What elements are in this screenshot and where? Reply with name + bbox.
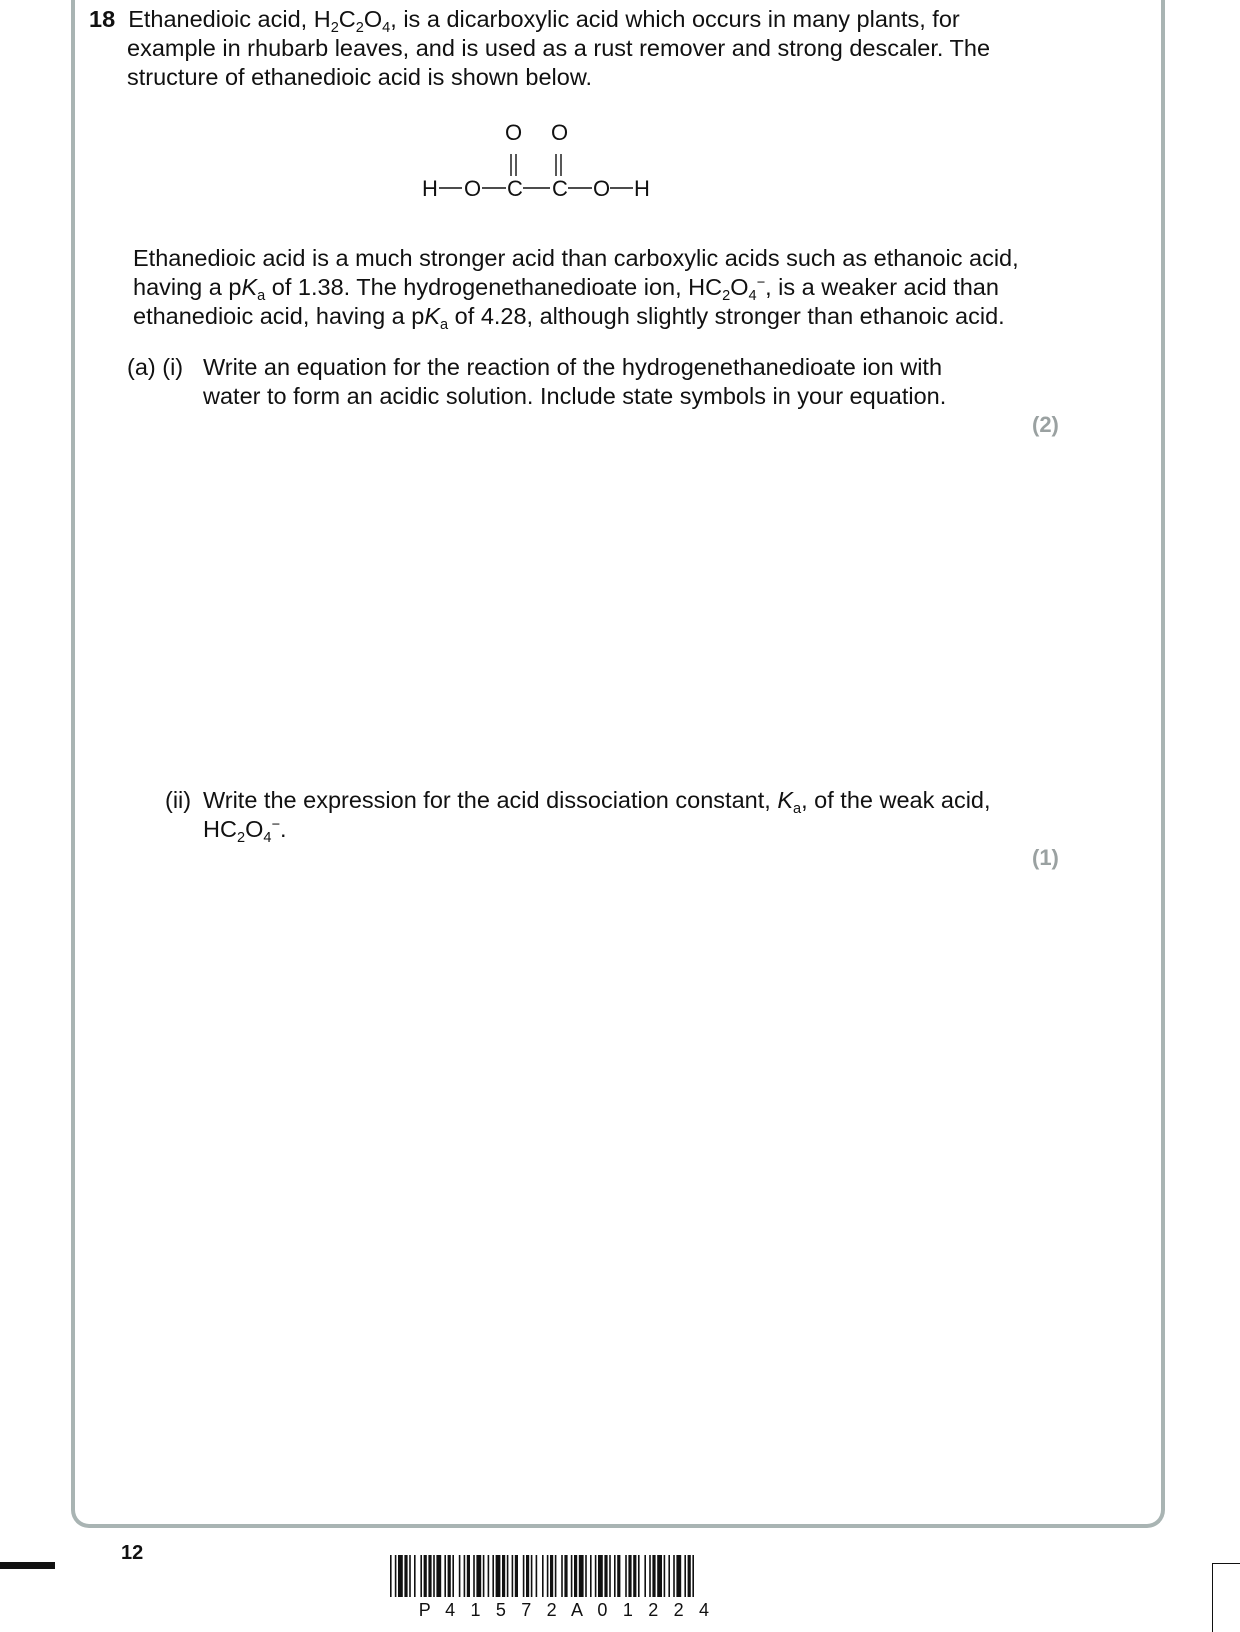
registration-mark-corner (1212, 1563, 1240, 1632)
barcode-bar (483, 1555, 485, 1597)
paragraph-line-3: ethanedioic acid, having a $pK_a$ of 4.28, although slightly stronger than ethanoic acid. (133, 303, 1005, 334)
barcode-bar (673, 1555, 675, 1597)
ethanedioic-acid-structure (410, 118, 660, 213)
barcode-bar (555, 1555, 557, 1597)
part-a-i-line-2: water to form an acidic solution. Include state symbols in your equation. (203, 383, 947, 409)
barcode-bar (502, 1555, 505, 1597)
barcode-bar (614, 1555, 616, 1597)
barcode-bar (395, 1555, 397, 1597)
paragraph-line-2: having a $pK_a$ of 1.38. The hydrogenethanedioate ion, $HC_2O_4^-$, is a weaker acid than (133, 274, 999, 305)
barcode-bar (564, 1555, 567, 1597)
barcode-bar (531, 1555, 533, 1597)
barcode-bar (526, 1555, 529, 1597)
part-a-ii-line-2: $HC_2O_4^-$. (203, 816, 287, 847)
barcode-bar (398, 1555, 403, 1597)
atom-c-right: C (552, 176, 568, 201)
barcode-bar (692, 1555, 694, 1597)
barcode-bar (547, 1555, 549, 1597)
barcode-bar (433, 1555, 435, 1597)
barcode-bar (464, 1555, 466, 1597)
paragraph-line-1: Ethanedioic acid is a much stronger acid than carboxylic acids such as ethanoic acid, (133, 245, 1019, 271)
barcode-bar (652, 1555, 655, 1597)
barcode-bar (628, 1555, 631, 1597)
barcode-bar (579, 1555, 584, 1597)
barcode-bar (657, 1555, 662, 1597)
part-a-ii-answer-space[interactable] (100, 880, 1120, 1510)
barcode-bar (523, 1555, 525, 1597)
barcode-bar (428, 1555, 431, 1597)
barcode-bar (476, 1555, 481, 1597)
barcode-bar (604, 1555, 607, 1597)
part-a-i-answer-space[interactable] (100, 445, 1120, 770)
barcode-bar (420, 1555, 422, 1597)
barcode (390, 1555, 862, 1600)
question-line-3: structure of ethanedioic acid is shown below. (127, 64, 593, 90)
barcode-bar (571, 1555, 573, 1597)
barcode-bar (590, 1555, 592, 1597)
part-a-ii-label: (ii) (165, 787, 192, 813)
barcode-bar (488, 1555, 490, 1597)
barcode-bar (609, 1555, 611, 1597)
barcode-bar (649, 1555, 651, 1597)
barcode-bar (515, 1555, 518, 1597)
barcode-bar (644, 1555, 646, 1597)
part-a-ii-line-1: Write the expression for the acid dissociation constant, $K_a$, of the weak acid, (203, 787, 991, 818)
registration-mark-left (0, 1562, 55, 1569)
question-line-1: 18 Ethanedioic acid, $H_2C_2O_4$, is a dicarboxylic acid which occurs in many plants, for (89, 6, 960, 37)
barcode-bar (598, 1555, 603, 1597)
barcode-bar (496, 1555, 501, 1597)
barcode-bar (617, 1555, 620, 1597)
part-a-i-line-1: Write an equation for the reaction of the hydrogenethanedioate ion with (203, 354, 943, 380)
atom-o-right: O (593, 176, 611, 201)
atom-h-right: H (634, 176, 650, 201)
barcode-bar (684, 1555, 686, 1597)
barcode-bar (542, 1555, 544, 1597)
barcode-bar (424, 1555, 427, 1597)
barcode-bar (404, 1555, 407, 1597)
barcode-bar (448, 1555, 451, 1597)
barcode-bar (452, 1555, 454, 1597)
part-a-i-marks: (2) (1032, 412, 1059, 437)
barcode-bar (459, 1555, 461, 1597)
barcode-bar (574, 1555, 577, 1597)
atom-o-left: O (464, 176, 482, 201)
barcode-bar (688, 1555, 691, 1597)
barcode-bar (561, 1555, 563, 1597)
barcode-bar (676, 1555, 681, 1597)
barcode-bar (444, 1555, 446, 1597)
atom-h-left: H (422, 176, 438, 201)
atom-c-left: C (507, 176, 523, 201)
barcode-text: P 4 1 5 7 2 A 0 1 2 2 4 (418, 1600, 709, 1620)
barcode-bar (414, 1555, 416, 1597)
barcode-bar (409, 1555, 411, 1597)
question-number: 18 (89, 6, 116, 32)
barcode-bar (595, 1555, 597, 1597)
barcode-bar (536, 1555, 538, 1597)
barcode-bar (668, 1555, 670, 1597)
barcode-bar (473, 1555, 475, 1597)
barcode-bar (507, 1555, 509, 1597)
page-number: 12 (121, 1542, 144, 1564)
barcode-bar (467, 1555, 470, 1597)
barcode-bar (633, 1555, 636, 1597)
question-line-2: example in rhubarb leaves, and is used as a rust remover and strong descaler. The (127, 35, 991, 61)
barcode-bar (585, 1555, 587, 1597)
part-a-i-label: (a) (i) (127, 354, 184, 380)
barcode-bar (625, 1555, 627, 1597)
atom-o-top-left: O (505, 120, 523, 145)
atom-o-top-right: O (551, 120, 569, 145)
barcode-bar (664, 1555, 666, 1597)
barcode-bar (492, 1555, 494, 1597)
part-a-ii-marks: (1) (1032, 845, 1059, 870)
barcode-bar (638, 1555, 640, 1597)
barcode-bar (390, 1555, 392, 1597)
barcode-bar (550, 1555, 553, 1597)
barcode-bar (512, 1555, 514, 1597)
barcode-bar (436, 1555, 441, 1597)
